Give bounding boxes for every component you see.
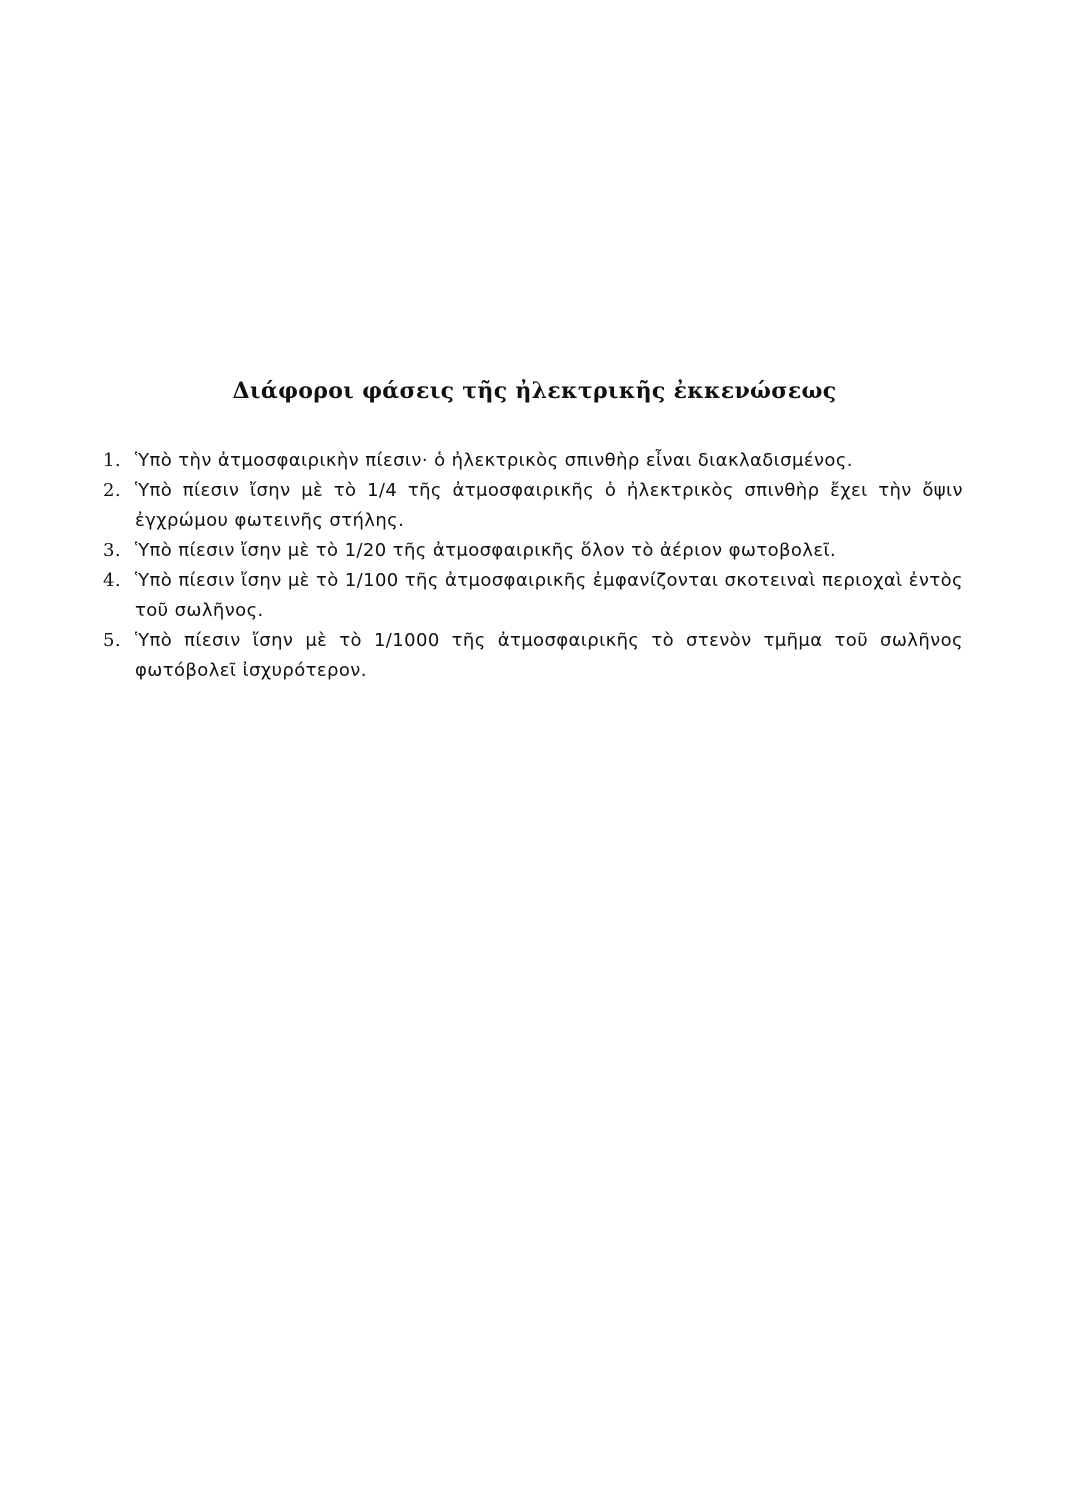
list-item [103,566,963,626]
item-number: 1. [103,450,121,471]
item-number: 5. [103,630,121,651]
phases-list [103,446,963,686]
list-item [103,536,963,566]
list-item [103,476,963,536]
item-text: Ὑπὸ πίεσιν ἴσην μὲ τὸ 1/4 τῆς ἀτμοσφαιρικῆς ὁ ἠλεκτρικὸς σπινθὴρ ἔχει τὴν ὄψιν ἐγχρώμου φωτεινῆς στήλης. [135,480,963,531]
item-text: Ὑπὸ πίεσιν ἴσην μὲ τὸ 1/100 τῆς ἀτμοσφαιρικῆς ἐμφανίζονται σκοτειναὶ περιοχαὶ ἐντὸς τοῦ σωλῆνος. [135,570,963,621]
item-text: Ὑπὸ πίεσιν ἴσην μὲ τὸ 1/20 τῆς ἀτμοσφαιρικῆς ὅλον τὸ ἀέριον φωτοβολεῖ. [135,540,837,561]
list-item [103,446,963,476]
list-item [103,626,963,686]
item-text: Ὑπὸ πίεσιν ἴσην μὲ τὸ 1/1000 τῆς ἀτμοσφαιρικῆς τὸ στενὸν τμῆμα τοῦ σωλῆνος φωτόβολεῖ ἰσχυρότερον. [135,630,963,681]
item-number: 3. [103,540,121,561]
item-text: Ὑπὸ τὴν ἀτμοσφαιρικὴν πίεσιν· ὁ ἠλεκτρικὸς σπινθὴρ εἶναι διακλαδισμένος. [135,450,853,471]
page-title: Διάφοροι φάσεις τῆς ἠλεκτρικῆς ἐκκενώσεως [232,378,837,404]
item-number: 4. [103,570,121,591]
item-number: 2. [103,480,121,501]
